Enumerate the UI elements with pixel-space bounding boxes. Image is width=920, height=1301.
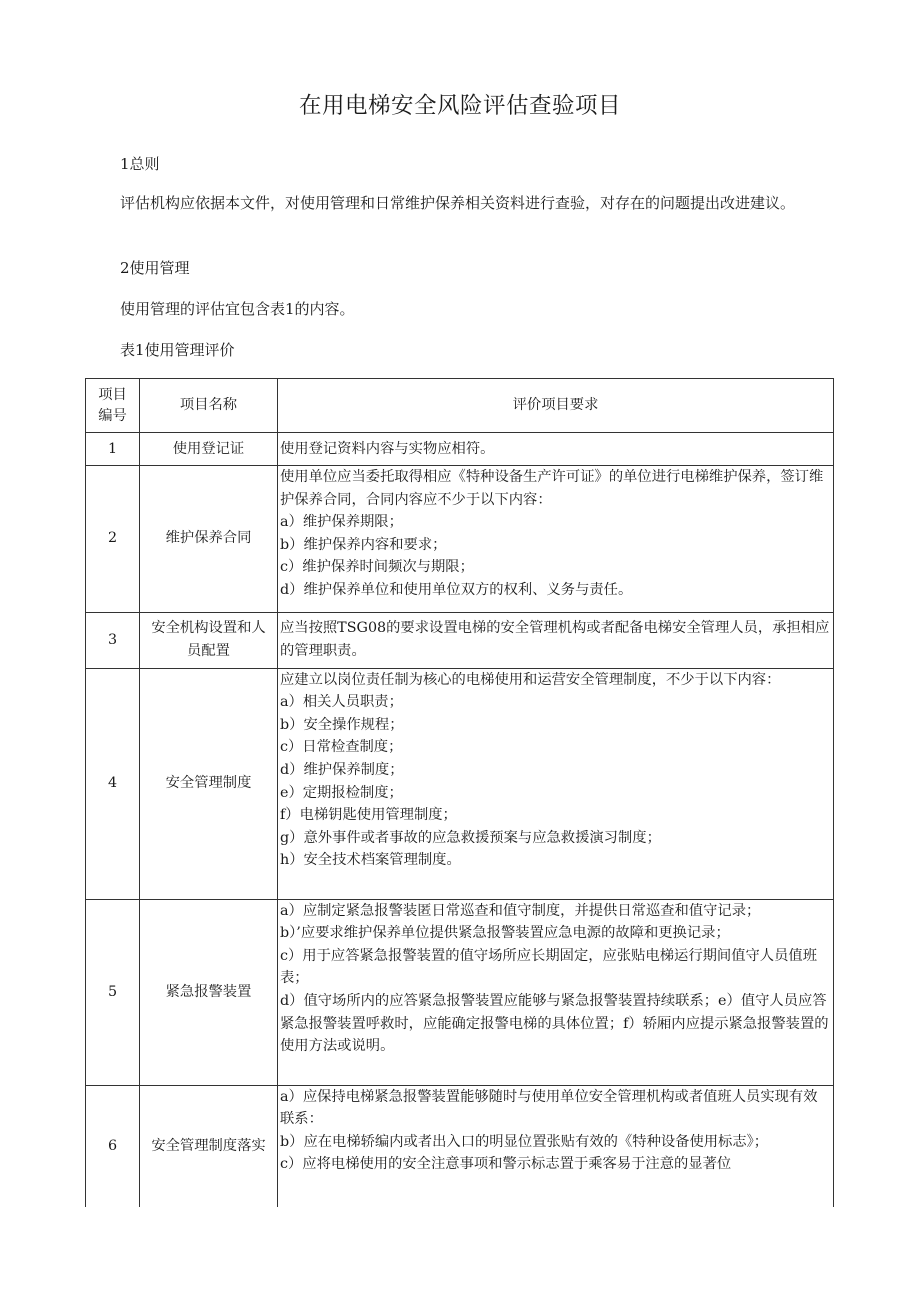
table-row bbox=[86, 612, 834, 668]
requirement-line: a）应保持电梯紧急报警装置能够随时与使用单位安全管理机构或者值班人员实现有效联系： bbox=[280, 1088, 818, 1128]
requirement-line: c）日常检查制度； bbox=[280, 739, 403, 756]
document-title: 在用电梯安全风险评估查验项目 bbox=[298, 93, 621, 119]
requirement-line: 使用登记资料内容与实物应相符。 bbox=[280, 440, 495, 457]
header-code bbox=[86, 379, 140, 433]
row-requirement bbox=[278, 1085, 834, 1207]
requirement-line: a）相关人员职责； bbox=[280, 694, 403, 711]
requirement-line: b）安全操作规程； bbox=[280, 716, 404, 733]
table-row bbox=[86, 466, 834, 613]
requirement-line: d）维护保养单位和使用单位双方的权利、义务与责任。 bbox=[280, 581, 633, 598]
section-2-heading: 2使用管理 bbox=[120, 259, 190, 277]
requirement-line: 应建立以岗位责任制为核心的电梯使用和运营安全管理制度，不少于以下内容： bbox=[280, 671, 781, 688]
requirement-line: d）维护保养制度； bbox=[280, 761, 404, 778]
header-code-line: 编号 bbox=[98, 407, 127, 424]
requirement-line: a）维护保养期限； bbox=[280, 514, 403, 531]
row-requirement bbox=[278, 899, 834, 1085]
requirement-line: b）维护保养内容和要求； bbox=[280, 536, 447, 553]
requirement-line: e）定期报检制度； bbox=[280, 784, 403, 801]
requirement-line: b）’应要求维护保养单位提供紧急报警装置应急电源的故障和更换记录； bbox=[280, 925, 730, 942]
row-name: 使用登记证 bbox=[140, 433, 278, 466]
table-header-row bbox=[86, 379, 834, 433]
row-code: 6 bbox=[86, 1085, 140, 1207]
requirement-line: c）维护保养时间频次与期限； bbox=[280, 559, 474, 576]
section-1-heading: 1总则 bbox=[120, 155, 160, 173]
row-code: 1 bbox=[86, 433, 140, 466]
row-requirement bbox=[278, 668, 834, 899]
requirement-line: c）用于应答紧急报警装置的值守场所应长期固定，应张贴电梯运行期间值守人员值班表； bbox=[280, 947, 817, 987]
header-name: 项目名称 bbox=[140, 379, 278, 433]
requirement-line: 使用单位应当委托取得相应《特种设备生产许可证》的单位进行电梯维护保养，签订维护保养合同，合同内容应不少于以下内容： bbox=[280, 469, 824, 508]
section-1-body: 评估机构应依据本文件，对使用管理和日常维护保养相关资料进行查验，对存在的问题提出改进建议。 bbox=[120, 194, 796, 212]
requirement-line: d）值守场所内的应答紧急报警装置应能够与紧急报警装置持续联系；e）值守人员应答紧急报警装置呼救时，应能确定报警电梯的具体位置；f）轿厢内应提示紧急报警装置的使用方法或说明。 bbox=[280, 992, 829, 1055]
table-row bbox=[86, 1085, 834, 1207]
header-requirement: 评价项目要求 bbox=[278, 379, 834, 433]
table-caption: 表1使用管理评价 bbox=[120, 341, 235, 359]
row-name: 安全管理制度 bbox=[140, 668, 278, 899]
requirement-line: g）意外事件或者事故的应急救援预案与应急救援演习制度； bbox=[280, 829, 661, 846]
requirement-line: c）应将电梯使用的安全注意事项和警示标志置于乘客易于注意的显著位 bbox=[280, 1156, 732, 1173]
requirement-line: b）应在电梯轿编内或者出入口的明显位置张贴有效的《特种设备使用标志》； bbox=[280, 1133, 769, 1150]
row-requirement bbox=[278, 433, 834, 466]
row-name-line: 安全机构设置和人 bbox=[151, 620, 266, 637]
row-requirement bbox=[278, 612, 834, 668]
row-code: 5 bbox=[86, 899, 140, 1085]
table-row bbox=[86, 433, 834, 466]
row-code: 3 bbox=[86, 612, 140, 668]
row-name: 紧急报警装置 bbox=[140, 899, 278, 1085]
header-code-line: 项目 bbox=[98, 386, 127, 403]
row-requirement bbox=[278, 466, 834, 613]
evaluation-table bbox=[85, 378, 834, 1207]
row-code: 4 bbox=[86, 668, 140, 899]
row-name: 安全管理制度落实 bbox=[140, 1085, 278, 1207]
requirement-line: a）应制定紧急报警装匿日常巡查和值守制度，并提供日常巡查和值守记录； bbox=[280, 902, 761, 919]
requirement-line: f）电梯钥匙使用管理制度； bbox=[280, 807, 457, 824]
requirement-line: 应当按照TSG08的要求设置电梯的安全管理机构或者配备电梯安全管理人员，承担相应的管理职责。 bbox=[280, 620, 830, 660]
section-2-body: 使用管理的评估宜包含表1的内容。 bbox=[120, 300, 355, 318]
requirement-line: h）安全技术档案管理制度。 bbox=[280, 852, 461, 869]
row-code: 2 bbox=[86, 466, 140, 613]
row-name-line: 员配置 bbox=[187, 643, 230, 660]
row-name: 维护保养合同 bbox=[140, 466, 278, 613]
row-name bbox=[140, 612, 278, 668]
table-row bbox=[86, 899, 834, 1085]
table-row bbox=[86, 668, 834, 899]
